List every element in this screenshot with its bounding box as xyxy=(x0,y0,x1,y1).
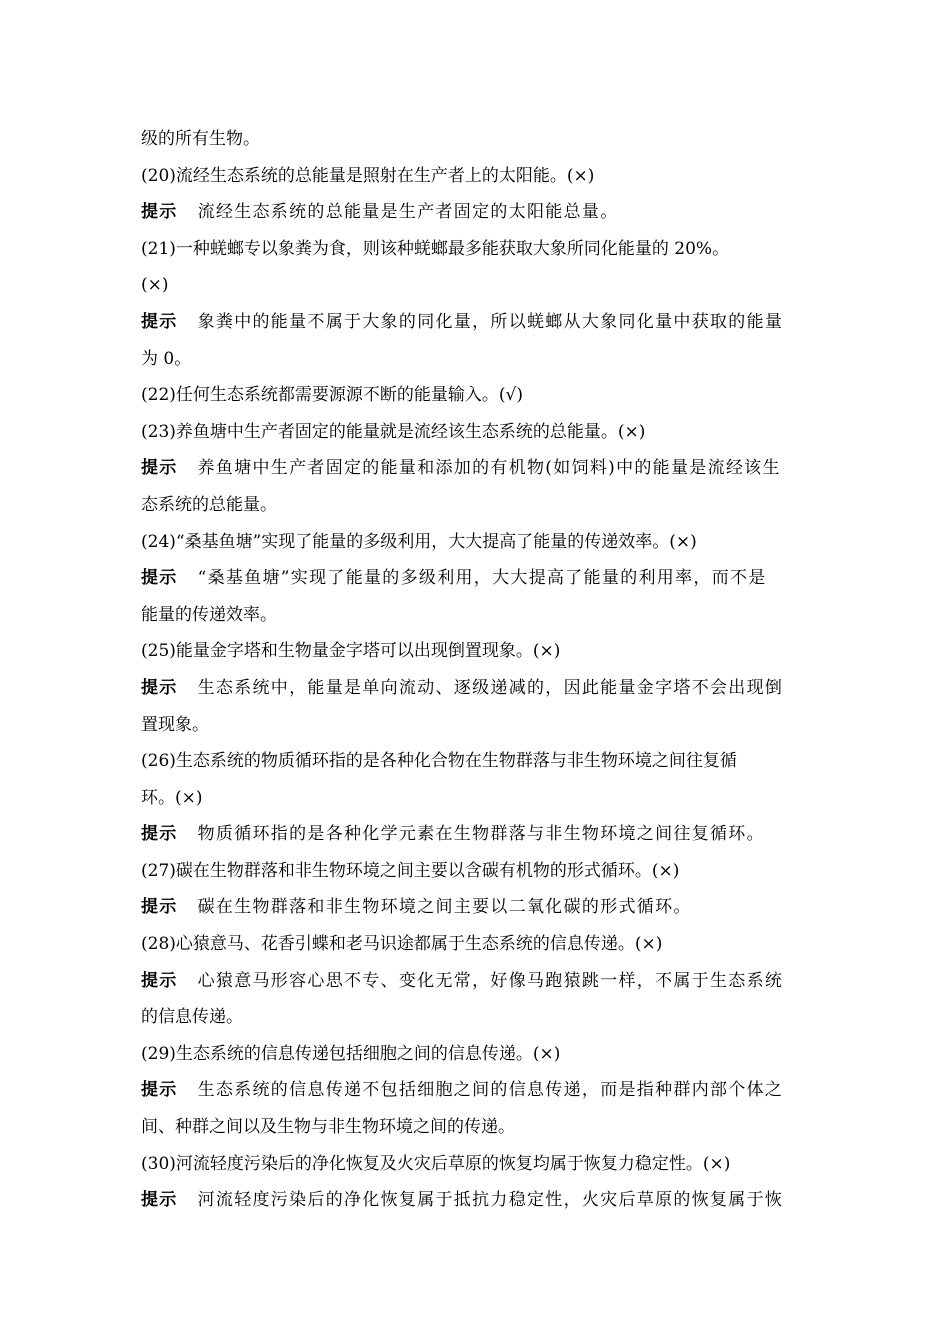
hint-label: 提示 xyxy=(141,970,178,991)
line-text: (20)流经生态系统的总能量是照射在生产者上的太阳能。(×) xyxy=(141,165,595,186)
line-text: (22)任何生态系统都需要源源不断的能量输入。(√) xyxy=(141,385,523,406)
text-line xyxy=(141,633,813,670)
line-text: 心猿意马形容心思不专、变化无常，好像马跑猿跳一样，不属于生态系统 xyxy=(197,970,784,991)
line-text: 级的所有生物。 xyxy=(141,129,260,149)
line-text: 为 0。 xyxy=(141,348,192,369)
text-line xyxy=(141,926,813,963)
text-line xyxy=(141,414,813,451)
text-line xyxy=(141,597,813,634)
hint-line xyxy=(141,670,813,707)
hint-line xyxy=(141,889,813,926)
hint-label: 提示 xyxy=(141,1190,178,1211)
text-line xyxy=(141,853,813,890)
line-text: 置现象。 xyxy=(141,714,209,735)
text-line xyxy=(141,1036,813,1073)
line-text: (26)生态系统的物质循环指的是各种化合物在生物群落与非生物环境之间往复循 xyxy=(141,751,737,772)
hint-line xyxy=(141,194,813,231)
line-text: “桑基鱼塘”实现了能量的多级利用，大大提高了能量的利用率，而不是 xyxy=(197,568,767,589)
line-text: 养鱼塘中生产者固定的能量和添加的有机物(如饲料)中的能量是流经该生 xyxy=(197,458,781,479)
text-line xyxy=(141,158,813,195)
hint-label: 提示 xyxy=(141,824,178,845)
text-line xyxy=(141,1146,813,1183)
hint-label: 提示 xyxy=(141,311,178,332)
text-line xyxy=(141,780,813,817)
hint-label: 提示 xyxy=(141,897,178,918)
line-text: 流经生态系统的总能量是生产者固定的太阳能总量。 xyxy=(197,202,619,223)
text-line xyxy=(141,707,813,744)
line-text: (24)“桑基鱼塘”实现了能量的多级利用，大大提高了能量的传递效率。(×) xyxy=(141,531,697,552)
line-text: (28)心猿意马、花香引蝶和老马识途都属于生态系统的信息传递。(×) xyxy=(141,934,663,955)
hint-line xyxy=(141,1072,813,1109)
text-line xyxy=(141,121,813,158)
line-text: (29)生态系统的信息传递包括细胞之间的信息传递。(×) xyxy=(141,1043,561,1064)
line-text: 环。(×) xyxy=(141,787,203,808)
hint-line xyxy=(141,963,813,1000)
text-line xyxy=(141,743,813,780)
document-page xyxy=(141,121,813,1219)
line-text: 碳在生物群落和非生物环境之间主要以二氧化碳的形式循环。 xyxy=(197,897,692,918)
line-text: (23)养鱼塘中生产者固定的能量就是流经该生态系统的总能量。(×) xyxy=(141,421,646,442)
text-line xyxy=(141,1109,813,1146)
line-text: (21)一种蜣螂专以象粪为食，则该种蜣螂最多能获取大象所同化能量的 20%。 xyxy=(141,238,730,259)
text-line xyxy=(141,524,813,561)
hint-line xyxy=(141,304,813,341)
line-text: 物质循环指的是各种化学元素在生物群落与非生物环境之间往复循环。 xyxy=(197,824,765,845)
text-line xyxy=(141,999,813,1036)
line-text: 态系统的总能量。 xyxy=(141,494,277,515)
hint-line xyxy=(141,816,813,853)
line-text: (27)碳在生物群落和非生物环境之间主要以含碳有机物的形式循环。(×) xyxy=(141,860,680,881)
hint-label: 提示 xyxy=(141,458,178,479)
hint-label: 提示 xyxy=(141,568,178,589)
line-text: 的信息传递。 xyxy=(141,1007,243,1028)
hint-label: 提示 xyxy=(141,677,178,698)
document-body xyxy=(141,121,813,1219)
line-text: (×) xyxy=(141,275,169,296)
line-text: (25)能量金字塔和生物量金字塔可以出现倒置现象。(×) xyxy=(141,641,561,662)
line-text: 能量的传递效率。 xyxy=(141,604,277,625)
line-text: 生态系统的信息传递不包括细胞之间的信息传递，而是指种群内部个体之 xyxy=(197,1080,784,1101)
hint-line xyxy=(141,1182,813,1219)
hint-line xyxy=(141,450,813,487)
hint-line xyxy=(141,560,813,597)
line-text: 河流轻度污染后的净化恢复属于抵抗力稳定性，火灾后草原的恢复属于恢 xyxy=(197,1190,784,1211)
text-line xyxy=(141,267,813,304)
text-line xyxy=(141,231,813,268)
line-text: 间、种群之间以及生物与非生物环境之间的传递。 xyxy=(141,1117,515,1138)
line-text: 象粪中的能量不属于大象的同化量，所以蜣螂从大象同化量中获取的能量 xyxy=(197,311,784,332)
line-text: 生态系统中，能量是单向流动、逐级递减的，因此能量金字塔不会出现倒 xyxy=(197,677,784,698)
text-line xyxy=(141,487,813,524)
text-line xyxy=(141,377,813,414)
line-text: (30)河流轻度污染后的净化恢复及火灾后草原的恢复均属于恢复力稳定性。(×) xyxy=(141,1153,731,1174)
text-line xyxy=(141,341,813,378)
hint-label: 提示 xyxy=(141,1080,178,1101)
hint-label: 提示 xyxy=(141,202,178,223)
